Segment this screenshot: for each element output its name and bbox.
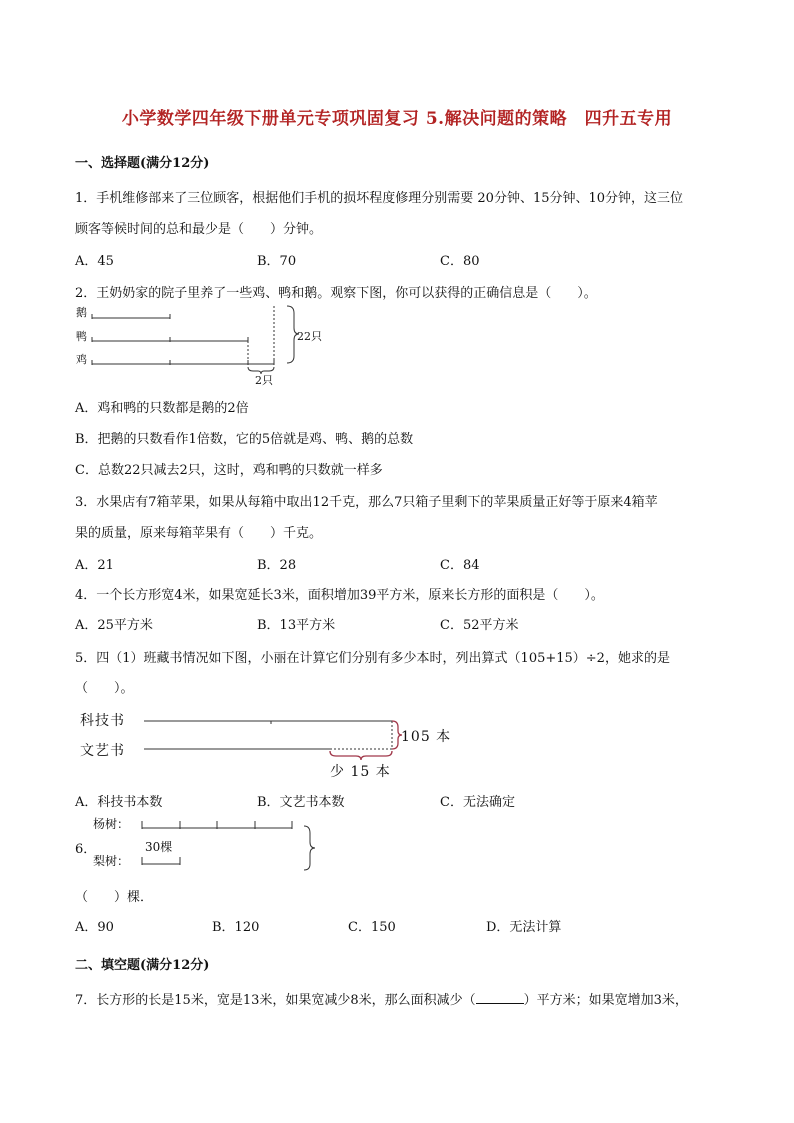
q6-text-line2: （ ）棵． [75,890,154,905]
q2-total-label: 22只 [297,330,322,343]
section-heading-choice: 一、选择题(满分12分) [75,156,210,171]
q7-answer-blank[interactable] [476,991,524,1004]
q1-text-line2: 顾客等候时间的总和最少是（ ）分钟。 [75,222,323,237]
q4-option-b[interactable]: B．13平方米 [257,618,336,633]
q2-label-chicken: 鸡 [76,353,87,366]
q2-label-duck: 鸭 [76,330,87,343]
q3-text-line1: 3．水果店有7箱苹果，如果从每箱中取出12千克，那么7只箱子里剩下的苹果质量正好等于原来4箱苹 [75,495,658,510]
q7-text-part1: 7．长方形的长是15米，宽是13米，如果宽减少8米，那么面积减少（ [75,993,476,1008]
q6-label-poplar: 杨树： [93,817,130,831]
q5-total-label: 105 本 [401,729,452,745]
q1-option-c[interactable]: C．80 [440,254,480,269]
q5-text-line1: 5．四（1）班藏书情况如下图，小丽在计算它们分别有多少本时，列出算式（105+15）÷2，她求的是 [75,651,670,666]
q6-segment-label: 30棵 [145,840,173,854]
q5-diff-label: 少 15 本 [330,764,391,780]
q3-option-b[interactable]: B．28 [257,558,297,573]
section-heading-fill: 二、填空题(满分12分) [75,958,210,973]
q6-label-pear: 梨树： [93,854,130,868]
q5-text-line2: （ ）。 [75,681,134,696]
q6-option-c[interactable]: C．150 [348,920,396,935]
q2-diff-label: 2只 [255,374,273,387]
q1-text-line1: 1．手机维修部来了三位顾客，根据他们手机的损坏程度修理分别需要 20分钟、15分钟、10分钟，这三位 [75,191,684,206]
q4-option-c[interactable]: C．52平方米 [440,618,519,633]
q6-option-a[interactable]: A．90 [75,920,114,935]
q5-label-science: 科技书 [80,713,125,729]
q5-option-b[interactable]: B．文艺书本数 [257,795,345,810]
q2-option-c[interactable]: C．总数22只减去2只，这时，鸡和鸭的只数就一样多 [75,463,383,478]
q5-option-c[interactable]: C．无法确定 [440,795,515,810]
q6-option-b[interactable]: B．120 [212,920,260,935]
q3-text-line2: 果的质量，原来每箱苹果有（ ）千克。 [75,526,323,541]
q2-label-goose: 鹅 [76,306,87,319]
q2-text-line1: 2．王奶奶家的院子里养了一些鸡、鸭和鹅。观察下图，你可以获得的正确信息是（ ）。 [75,286,597,301]
q3-option-a[interactable]: A．21 [75,558,114,573]
q5-option-a[interactable]: A．科技书本数 [75,795,163,810]
page-title: 小学数学四年级下册单元专项巩固复习 5.解决问题的策略 四升五专用 [121,109,673,129]
q1-option-a[interactable]: A．45 [75,254,114,269]
q1-option-b[interactable]: B．70 [257,254,297,269]
q3-option-c[interactable]: C．84 [440,558,480,573]
q4-option-a[interactable]: A．25平方米 [75,618,153,633]
q7-text [75,989,688,1008]
q2-option-b[interactable]: B．把鹅的只数看作1倍数，它的5倍就是鸡、鸭、鹅的总数 [75,432,414,447]
q2-option-a[interactable]: A．鸡和鸭的只数都是鹅的2倍 [75,401,249,416]
q6-option-d[interactable]: D．无法计算 [486,920,562,935]
q5-label-literature: 文艺书 [80,743,125,759]
q7-text-part2: ）平方米；如果宽增加3米， [523,993,688,1008]
q6-number: 6． [75,842,97,857]
q4-text-line1: 4．一个长方形宽4米，如果宽延长3米，面积增加39平方米，原来长方形的面积是（ ）。 [75,588,604,603]
